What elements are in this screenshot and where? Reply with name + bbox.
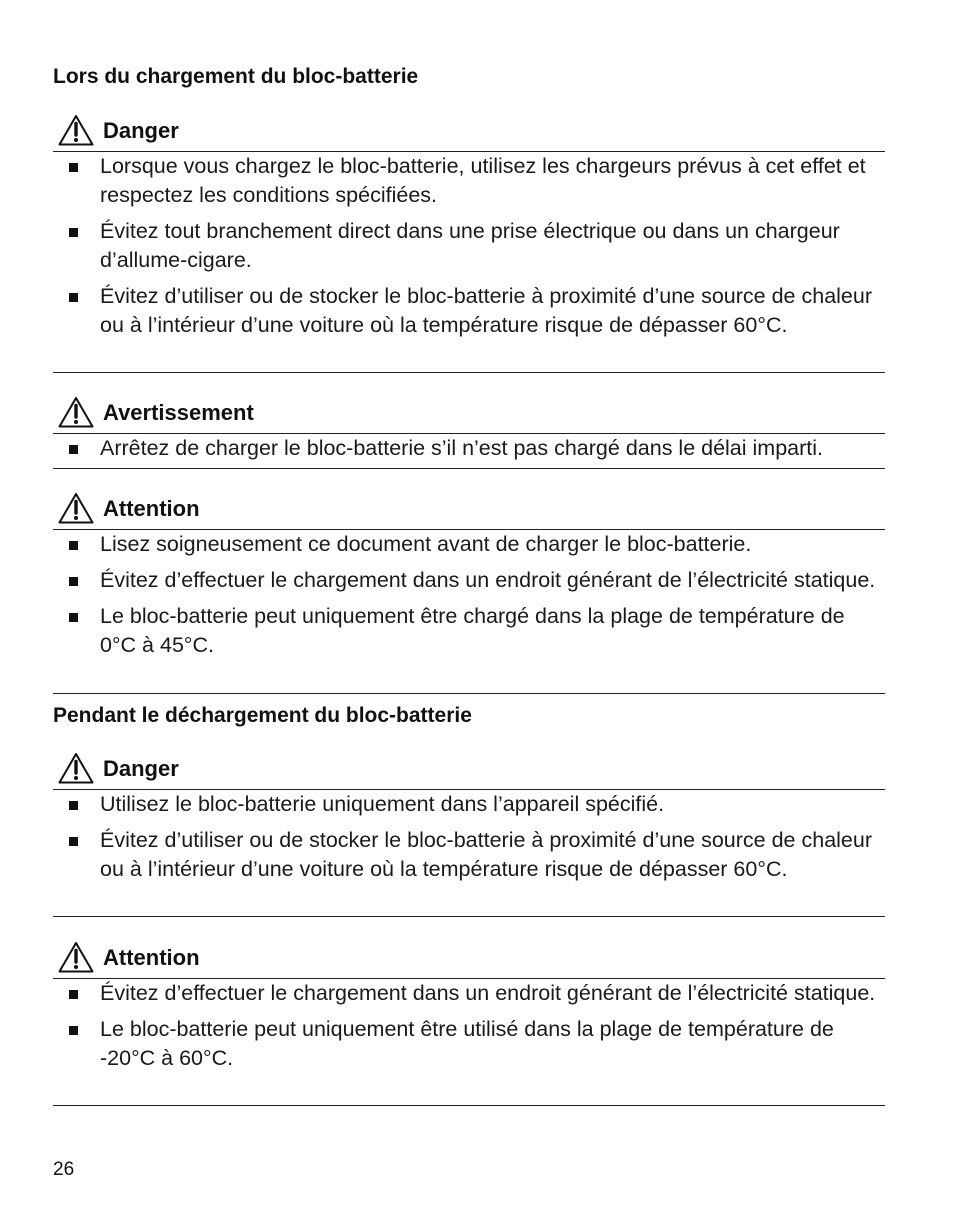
box-header <box>53 113 885 151</box>
warning-triangle-icon <box>57 751 95 785</box>
list-item: Utilisez le bloc-batterie uniquement dans l’appareil spécifié. <box>53 790 885 819</box>
list-item: Lisez soigneusement ce document avant de charger le bloc-batterie. <box>53 530 885 559</box>
box-title: Danger <box>103 756 179 781</box>
square-bullet-icon <box>69 445 78 454</box>
warning-triangle-icon <box>57 940 95 974</box>
warning-triangle-icon <box>57 491 95 525</box>
safety-box-avertissement <box>53 395 885 469</box>
box-title: Attention <box>103 496 200 521</box>
square-bullet-icon <box>69 837 78 846</box>
warning-triangle-icon <box>57 113 95 147</box>
list-item: Évitez d’effectuer le chargement dans un endroit générant de l’électricité statique. <box>53 566 885 595</box>
page-number: 26 <box>53 1159 75 1180</box>
list-item: Évitez tout branchement direct dans une prise électrique ou dans un chargeur d’allume-cigare. <box>53 217 885 275</box>
box-header <box>53 395 885 433</box>
box-header <box>53 491 885 529</box>
safety-box-attention <box>53 491 885 694</box>
box-title: Attention <box>103 945 200 970</box>
list-item: Évitez d’utiliser ou de stocker le bloc-batterie à proximité d’une source de chaleur ou à l’intérieur d’une voiture où la température risque de dépasser 60°C. <box>53 282 885 340</box>
square-bullet-icon <box>69 1026 78 1035</box>
item-list <box>53 530 885 660</box>
safety-box-danger <box>53 751 885 917</box>
square-bullet-icon <box>69 228 78 237</box>
square-bullet-icon <box>69 163 78 172</box>
box-title: Avertissement <box>103 400 254 425</box>
section-heading: Pendant le déchargement du bloc-batterie <box>53 704 472 727</box>
item-list <box>53 979 885 1073</box>
box-title: Danger <box>103 118 179 143</box>
item-list <box>53 434 885 463</box>
item-list <box>53 790 885 884</box>
warning-triangle-icon <box>57 395 95 429</box>
box-header <box>53 940 885 978</box>
list-item: Évitez d’utiliser ou de stocker le bloc-batterie à proximité d’une source de chaleur ou à l’intérieur d’une voiture où la température risque de dépasser 60°C. <box>53 826 885 884</box>
list-item: Évitez d’effectuer le chargement dans un endroit générant de l’électricité statique. <box>53 979 885 1008</box>
square-bullet-icon <box>69 293 78 302</box>
square-bullet-icon <box>69 990 78 999</box>
list-item: Le bloc-batterie peut uniquement être utilisé dans la plage de température de -20°C à 60°C. <box>53 1015 885 1073</box>
safety-box-danger <box>53 113 885 373</box>
square-bullet-icon <box>69 541 78 550</box>
box-header <box>53 751 885 789</box>
square-bullet-icon <box>69 613 78 622</box>
section-heading: Lors du chargement du bloc-batterie <box>53 65 419 88</box>
square-bullet-icon <box>69 801 78 810</box>
item-list <box>53 152 885 340</box>
list-item: Arrêtez de charger le bloc-batterie s’il n’est pas chargé dans le délai imparti. <box>53 434 885 463</box>
safety-box-attention <box>53 940 885 1106</box>
list-item: Lorsque vous chargez le bloc-batterie, utilisez les chargeurs prévus à cet effet et respectez les conditions spécifiées. <box>53 152 885 210</box>
square-bullet-icon <box>69 577 78 586</box>
list-item: Le bloc-batterie peut uniquement être chargé dans la plage de température de 0°C à 45°C. <box>53 602 885 660</box>
